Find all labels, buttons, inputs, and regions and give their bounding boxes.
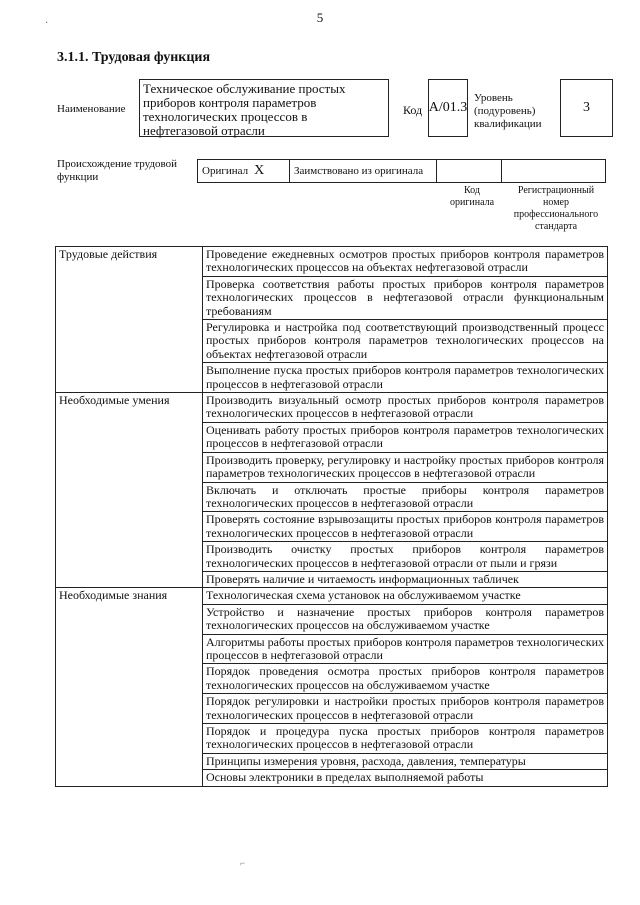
section-title: 3.1.1. Трудовая функция [57, 50, 211, 65]
code-original-label: Код оригинала [449, 185, 495, 208]
borrowed-label: Заимствовано из оригинала [294, 165, 424, 177]
item-cell: Технологическая схема установок на обслуживаемом участке [203, 588, 608, 604]
table-row [56, 588, 608, 604]
item-cell: Алгоритмы работы простых приборов контроля параметров технологических процессов в нефтегазовой отрасли [203, 634, 608, 664]
category-cell: Необходимые умения [56, 393, 203, 588]
table-row [56, 393, 608, 423]
item-cell: Устройство и назначение простых приборов контроля параметров технологических процессов на обслуживаемом участке [203, 604, 608, 634]
item-cell: Основы электроники в пределах выполняемой работы [203, 770, 608, 786]
page-number: 5 [316, 10, 324, 25]
item-cell: Производить проверку, регулировку и настройку простых приборов контроля параметров технологических процессов в нефтегазовой отрасли [203, 452, 608, 482]
item-cell: Выполнение пуска простых приборов контроля параметров технологических процессов в нефтегазовой отрасли [203, 363, 608, 393]
item-cell: Регулировка и настройка под соответствующий производственный процесс простых приборов контроля параметров технологических процессов на объектах нефтегазовой отрасли [203, 320, 608, 363]
scan-artifact: · [45, 18, 49, 29]
level-label: Уровень (подуровень) квалификации [474, 92, 542, 130]
item-cell: Порядок и процедура пуска простых приборов контроля параметров технологических процессов в нефтегазовой отрасли [203, 724, 608, 754]
table-row [56, 247, 608, 277]
item-cell: Проверять наличие и читаемость информационных табличек [203, 571, 608, 587]
name-label: Наименование [57, 103, 126, 115]
item-cell: Порядок проведения осмотра простых приборов контроля параметров технологических процессов на обслуживаемом участке [203, 664, 608, 694]
item-cell: Проверка соответствия работы простых приборов контроля параметров технологических процессов в нефтегазовой отрасли функциональным требованиям [203, 276, 608, 319]
item-cell: Оценивать работу простых приборов контроля параметров технологических процессов в нефтегазовой отрасли [203, 422, 608, 452]
function-name-box [139, 79, 389, 137]
code-original-cell [437, 160, 502, 183]
level-value: 3 [583, 100, 590, 115]
item-cell: Производить очистку простых приборов контроля параметров технологических процессов в нефтегазовой отрасли от пыли и грязи [203, 542, 608, 572]
function-details-table [55, 246, 608, 787]
scan-artifact-bottom: ⌐ [240, 858, 246, 868]
code-box [428, 79, 468, 137]
origin-table [197, 159, 606, 183]
reg-number-label: Регистрационный номер профессионального стандарта [513, 185, 599, 232]
level-box [560, 79, 613, 137]
item-cell: Порядок регулировки и настройки простых приборов контроля параметров технологических процессов в нефтегазовой отрасли [203, 694, 608, 724]
origin-label: Происхождение трудовой функции [57, 158, 178, 183]
reg-number-cell [502, 160, 606, 183]
code-value: А/01.3 [428, 100, 468, 115]
borrowed-cell [290, 160, 437, 183]
category-cell: Трудовые действия [56, 247, 203, 393]
original-cell [198, 160, 290, 183]
original-label: Оригинал [202, 165, 249, 177]
item-cell: Включать и отключать простые приборы контроля параметров технологических процессов в нефтегазовой отрасли [203, 482, 608, 512]
item-cell: Проведение ежедневных осмотров простых приборов контроля параметров технологических процессов на объектах нефтегазовой отрасли [203, 247, 608, 277]
category-cell: Необходимые знания [56, 588, 203, 786]
function-name-value: Техническое обслуживание простых приборов контроля параметров технологических процессов в нефтегазовой отрасли [143, 81, 346, 138]
item-cell: Принципы измерения уровня, расхода, давления, температуры [203, 753, 608, 769]
item-cell: Проверять состояние взрывозащиты простых приборов контроля параметров технологических процессов в нефтегазовой отрасли [203, 512, 608, 542]
original-mark: X [254, 163, 265, 178]
item-cell: Производить визуальный осмотр простых приборов контроля параметров технологических процессов в нефтегазовой отрасли [203, 393, 608, 423]
code-label: Код [403, 103, 423, 117]
